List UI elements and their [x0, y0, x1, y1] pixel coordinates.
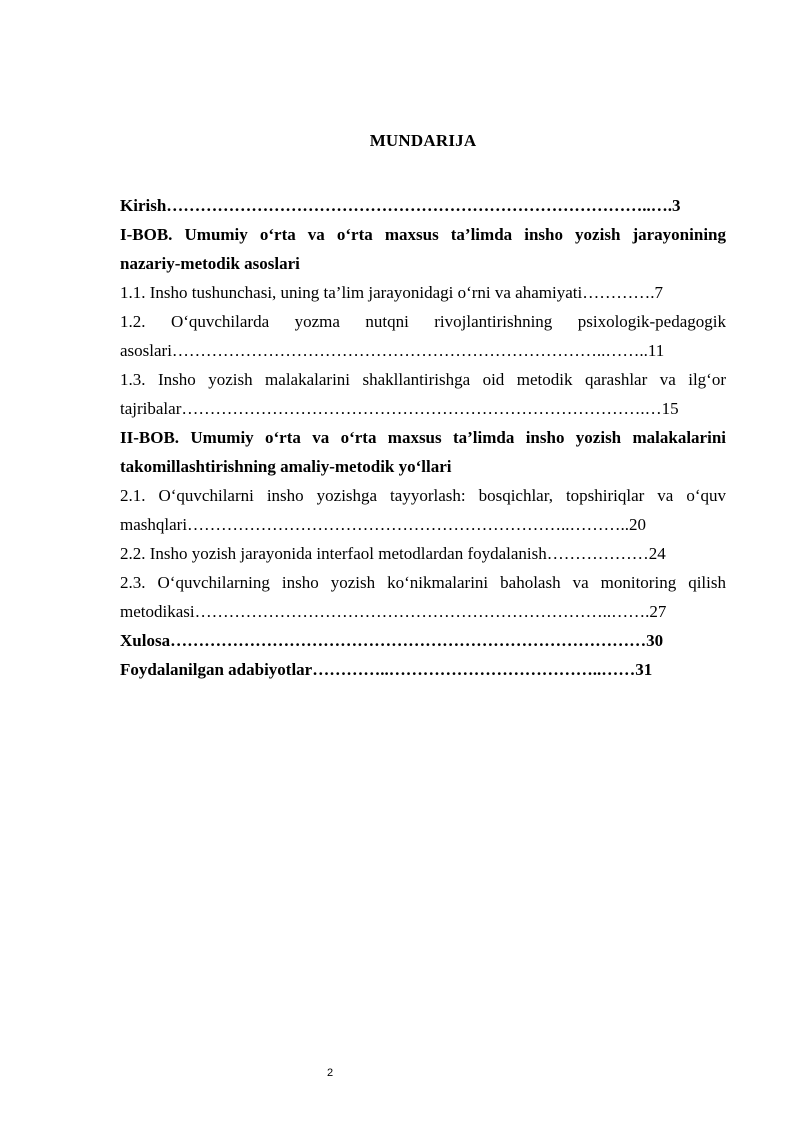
toc-entry-2-1[interactable] — [120, 481, 726, 539]
toc-entry-2-2[interactable]: 2.2. Insho yozish jarayonida interfaol metodlardan foydalanish………………24 — [120, 544, 666, 563]
toc-entry-xulosa[interactable]: Xulosa…………………………………………………………………………30 — [120, 631, 664, 650]
toc-entry-1-3-line-1: 1.3. Insho yozish malakalarini shakllantirishga oid metodik qarashlar va ilg‘or — [120, 370, 726, 389]
toc-chapter-2[interactable] — [120, 423, 726, 481]
toc-entry-1-1[interactable]: 1.1. Insho tushunchasi, uning ta’lim jarayonidagi o‘rni va ahamiyati………….7 — [120, 283, 663, 302]
toc-chapter-2-title-line-2: takomillashtirishning amaliy-metodik yo‘llari — [120, 457, 452, 476]
toc-entry-adabiyotlar[interactable]: Foydalanilgan adabiyotlar…………..………………………………..……31 — [120, 660, 653, 679]
toc-entry-2-1-line-1: 2.1. O‘quvchilarni insho yozishga tayyorlash: bosqichlar, topshiriqlar va o‘quv — [120, 486, 726, 505]
toc-entry-2-3[interactable] — [120, 568, 726, 626]
toc-entry-1-3[interactable] — [120, 365, 726, 423]
toc-chapter-2-title-line-1: II-BOB. Umumiy o‘rta va o‘rta maxsus ta’limda insho yozish malakalarini — [120, 428, 726, 447]
table-of-contents — [120, 191, 726, 684]
toc-entry-1-2-line-2: asoslari…………………………………………………………………..……..11 — [120, 341, 665, 360]
toc-chapter-1-title-line-2: nazariy-metodik asoslari — [120, 254, 300, 273]
toc-chapter-1-title-line-1: I-BOB. Umumiy o‘rta va o‘rta maxsus ta’limda insho yozish jarayonining — [120, 225, 726, 244]
toc-entry-1-2[interactable] — [120, 307, 726, 365]
toc-entry-2-3-line-2: metodikasi………………………………………………………………..…….27 — [120, 602, 667, 621]
page-number: 2 — [326, 1067, 334, 1079]
toc-entry-2-1-line-2: mashqlari…………………………………………………………..………..20 — [120, 515, 647, 534]
toc-chapter-1[interactable] — [120, 220, 726, 278]
toc-entry-2-3-line-1: 2.3. O‘quvchilarning insho yozish ko‘nikmalarini baholash va monitoring qilish — [120, 573, 726, 592]
page-title: MUNDARIJA — [369, 131, 477, 150]
toc-entry-1-2-line-1: 1.2. O‘quvchilarda yozma nutqni rivojlantirishning psixologik-pedagogik — [120, 312, 726, 331]
toc-entry-1-3-line-2: tajribalar……………………………………………………………………….…15 — [120, 399, 679, 418]
toc-entry-kirish[interactable]: Kirish…………………………………………………………………………..….3 — [120, 196, 681, 215]
